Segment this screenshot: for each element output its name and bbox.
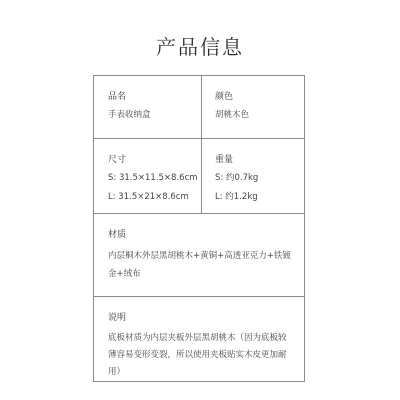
spec-row-material — [94, 214, 304, 297]
spec-value-weight-l: L: 约1.2kg — [215, 192, 258, 202]
spec-row-note — [94, 297, 304, 381]
spec-value-name: 手表收纳盒 — [108, 110, 151, 120]
spec-value-note: 底板材质为内层夹板外层黑胡桃木（因为底板较薄容易变形变裂，所以使用夹板贴实木皮更加耐用） — [108, 333, 287, 377]
spec-cell-name — [94, 76, 202, 138]
spec-label-name: 品名 — [108, 92, 127, 102]
spec-cell-size — [94, 139, 202, 213]
spec-row-size-weight — [94, 139, 304, 214]
spec-value-weight-s: S: 约0.7kg — [215, 173, 259, 183]
spec-value-size-s: S: 31.5×11.5×8.6cm — [108, 173, 198, 183]
spec-label-size: 尺寸 — [108, 155, 127, 165]
spec-cell-weight — [202, 139, 304, 213]
spec-label-color: 颜色 — [215, 92, 234, 102]
spec-label-material: 材质 — [108, 230, 127, 240]
product-spec-table — [93, 75, 305, 382]
spec-value-size-l: L: 31.5×21×8.6cm — [108, 192, 189, 202]
spec-cell-color — [202, 76, 304, 138]
page-title: 产品信息 — [156, 35, 244, 59]
spec-cell-note — [94, 297, 304, 381]
spec-value-color: 胡桃木色 — [215, 110, 250, 120]
spec-label-weight: 重量 — [215, 155, 234, 165]
spec-label-note: 说明 — [108, 313, 127, 323]
spec-cell-material — [94, 214, 304, 296]
spec-value-material: 内层桐木外层黑胡桃木+黄铜+高透亚克力+铁镀金+绒布 — [108, 251, 291, 279]
spec-row-name-color — [94, 76, 304, 139]
